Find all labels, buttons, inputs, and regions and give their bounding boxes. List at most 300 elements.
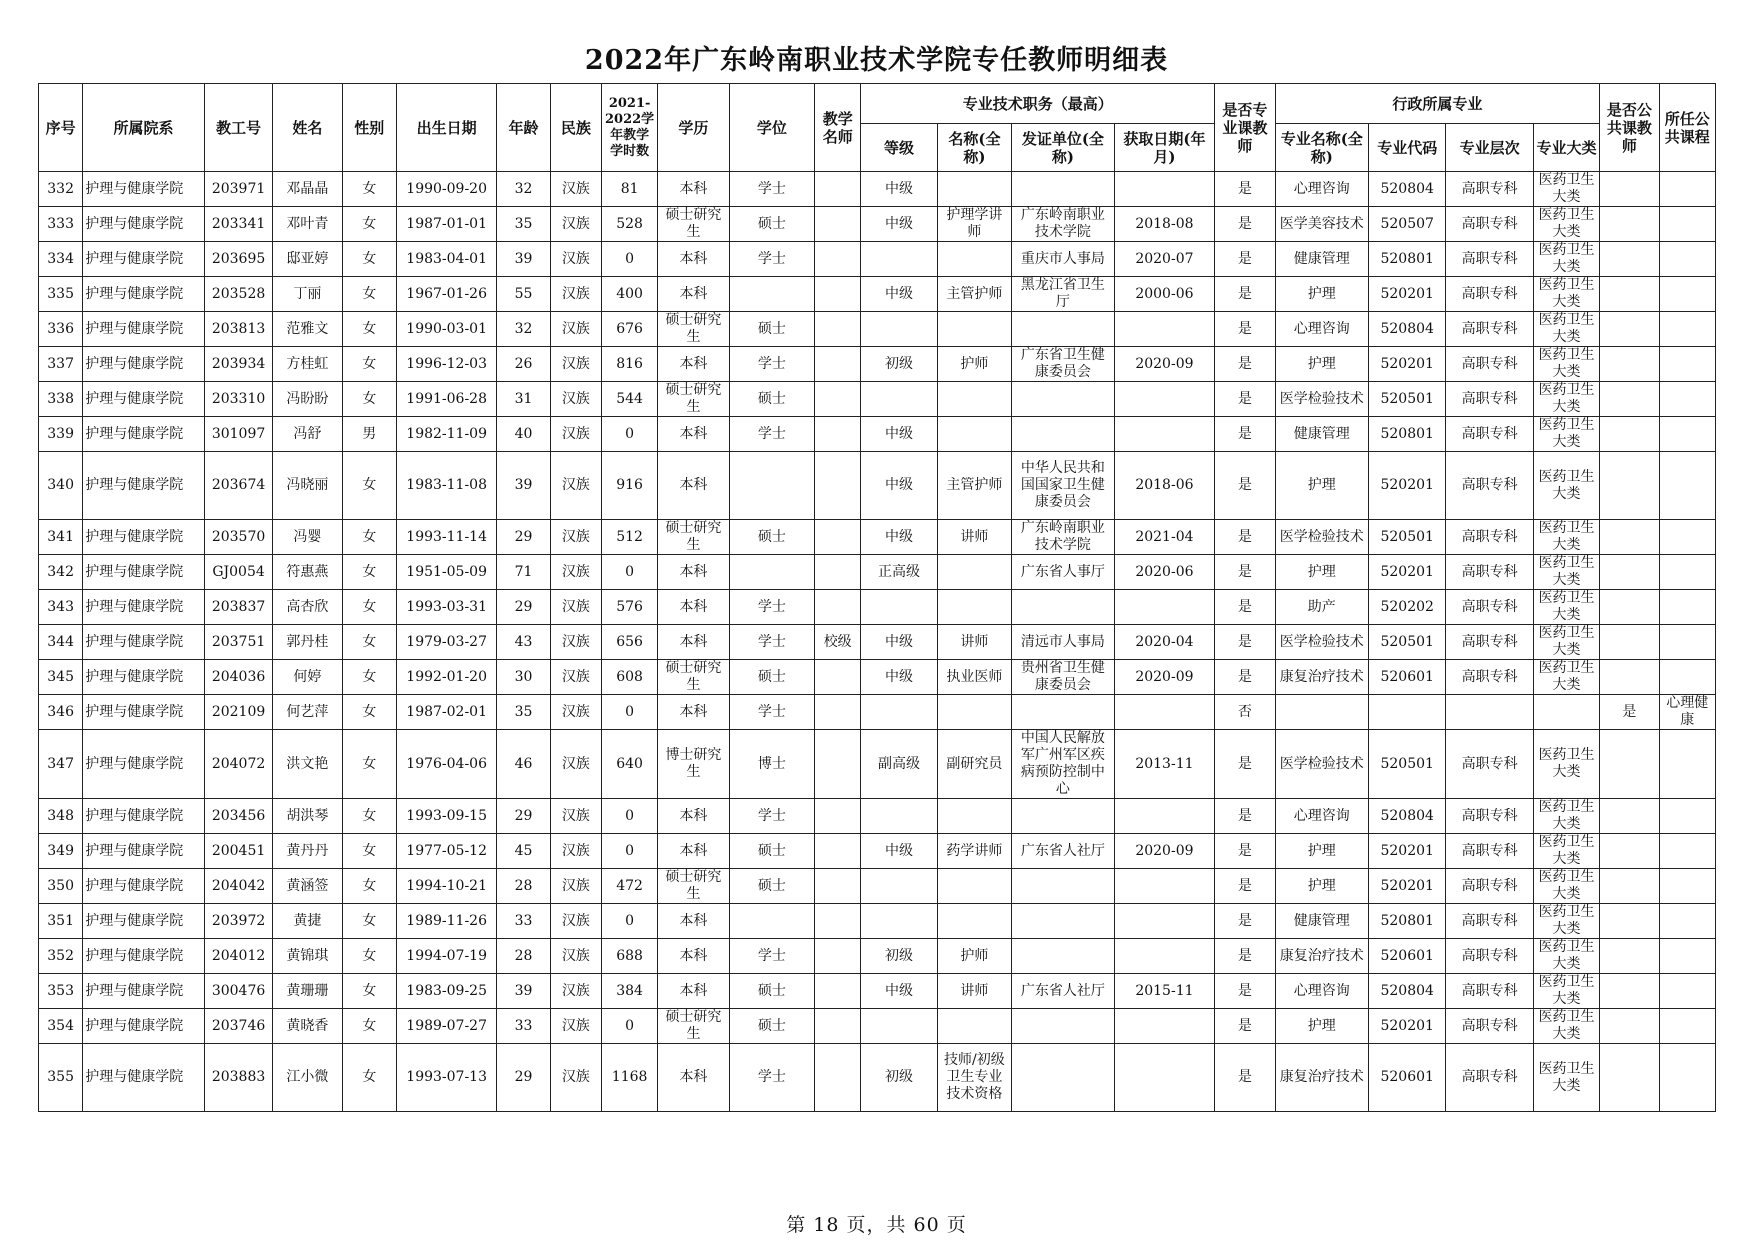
cell-seq-text: 337 bbox=[47, 355, 74, 372]
cell-dept-text: 护理与健康学院 bbox=[85, 528, 184, 545]
cell-birth-text: 1990-09-20 bbox=[406, 180, 487, 197]
cell-is-major-teacher-text: 是 bbox=[1237, 1069, 1252, 1085]
cell-title-level bbox=[861, 625, 937, 660]
cell-seq-text: 336 bbox=[47, 320, 74, 337]
cell-ethnicity bbox=[550, 347, 601, 382]
table-row bbox=[39, 417, 1716, 452]
cell-title-name-text: 讲师 bbox=[960, 528, 989, 545]
cell-is-public-teacher bbox=[1600, 695, 1659, 730]
cell-is-major-teacher-text: 是 bbox=[1237, 755, 1252, 772]
cell-staff-id-text: 204072 bbox=[211, 755, 266, 772]
cell-major-name bbox=[1275, 730, 1369, 799]
cell-ethnicity-text: 汉族 bbox=[561, 982, 590, 999]
cell-ethnicity-text: 汉族 bbox=[561, 947, 590, 964]
cell-dept bbox=[83, 417, 205, 452]
cell-major-category-text: 医药卫生大类 bbox=[1538, 520, 1595, 553]
cell-name bbox=[273, 939, 342, 974]
cell-gender-text: 女 bbox=[362, 285, 377, 302]
cell-age-text: 33 bbox=[514, 1017, 533, 1034]
cell-degree-text: 学士 bbox=[757, 250, 786, 267]
cell-obtain-date bbox=[1114, 452, 1215, 520]
cell-birth bbox=[396, 799, 497, 834]
cell-title-level bbox=[861, 660, 937, 695]
cell-is-public-teacher bbox=[1600, 382, 1659, 417]
cell-major-category bbox=[1533, 347, 1599, 382]
cell-name-text: 江小微 bbox=[286, 1069, 329, 1085]
cell-major-level bbox=[1446, 417, 1533, 452]
cell-major-code bbox=[1369, 660, 1446, 695]
table-row bbox=[39, 347, 1716, 382]
cell-education bbox=[658, 625, 729, 660]
cell-degree-text: 硕士 bbox=[757, 877, 786, 894]
cell-major-name bbox=[1275, 869, 1369, 904]
cell-obtain-date bbox=[1114, 1044, 1215, 1112]
cell-education-text: 硕士研究生 bbox=[665, 382, 722, 415]
cell-famous-teacher bbox=[815, 590, 861, 625]
cell-major-code bbox=[1369, 869, 1446, 904]
cell-major-name bbox=[1275, 207, 1369, 242]
cell-major-code bbox=[1369, 799, 1446, 834]
cell-education bbox=[658, 660, 729, 695]
cell-gender bbox=[342, 207, 396, 242]
cell-education-text: 硕士研究生 bbox=[665, 869, 722, 902]
cell-staff-id-text: 203971 bbox=[211, 180, 266, 197]
cell-staff-id-text: 203972 bbox=[211, 912, 266, 929]
cell-issuer bbox=[1012, 660, 1115, 695]
cell-staff-id-text: 204012 bbox=[211, 947, 266, 964]
cell-hours bbox=[601, 555, 657, 590]
cell-gender bbox=[342, 834, 396, 869]
cell-ethnicity bbox=[550, 207, 601, 242]
cell-major-code-text: 520507 bbox=[1380, 215, 1434, 232]
cell-education bbox=[658, 904, 729, 939]
cell-dept-text: 护理与健康学院 bbox=[85, 250, 184, 267]
cell-ethnicity-text: 汉族 bbox=[561, 877, 590, 894]
cell-title-level bbox=[861, 869, 937, 904]
table-row bbox=[39, 695, 1716, 730]
cell-hours bbox=[601, 277, 657, 312]
cell-degree-text: 硕士 bbox=[757, 390, 786, 407]
page-footer: 第 18 页，共 60 页 bbox=[786, 1214, 967, 1236]
cell-hours bbox=[601, 904, 657, 939]
cell-major-category bbox=[1533, 555, 1599, 590]
cell-hours bbox=[601, 590, 657, 625]
cell-public-course bbox=[1659, 939, 1715, 974]
cell-hours-text: 528 bbox=[616, 215, 643, 232]
cell-issuer bbox=[1012, 452, 1115, 520]
cell-is-major-teacher bbox=[1215, 1009, 1275, 1044]
cell-major-code bbox=[1369, 555, 1446, 590]
cell-name-text: 何艺萍 bbox=[286, 703, 329, 720]
cell-degree-text: 学士 bbox=[757, 1069, 786, 1085]
cell-major-code-text: 520201 bbox=[1380, 842, 1434, 859]
cell-gender-text: 女 bbox=[362, 320, 377, 337]
cell-education-text: 本科 bbox=[679, 633, 708, 650]
cell-issuer bbox=[1012, 939, 1115, 974]
cell-famous-teacher-text: 校级 bbox=[823, 633, 852, 650]
cell-major-category bbox=[1533, 382, 1599, 417]
cell-education bbox=[658, 555, 729, 590]
cell-seq-text: 342 bbox=[47, 563, 74, 580]
cell-famous-teacher bbox=[815, 799, 861, 834]
cell-title-name bbox=[937, 974, 1011, 1009]
cell-age bbox=[497, 520, 550, 555]
cell-seq-text: 347 bbox=[47, 755, 74, 772]
cell-obtain-date-text: 2020-09 bbox=[1135, 842, 1194, 859]
cell-is-public-teacher bbox=[1600, 974, 1659, 1009]
cell-major-level bbox=[1446, 695, 1533, 730]
cell-major-category bbox=[1533, 834, 1599, 869]
cell-name-text: 方桂虹 bbox=[286, 355, 329, 372]
cell-major-name-text: 护理 bbox=[1307, 1017, 1336, 1034]
cell-major-name bbox=[1275, 312, 1369, 347]
header-major-level: 专业层次 bbox=[1446, 124, 1533, 172]
table-row bbox=[39, 660, 1716, 695]
cell-name-text: 冯婴 bbox=[293, 528, 322, 545]
cell-dept bbox=[83, 207, 205, 242]
cell-major-name-text: 护理 bbox=[1307, 842, 1336, 859]
cell-age-text: 39 bbox=[514, 477, 533, 493]
cell-ethnicity-text: 汉族 bbox=[561, 563, 590, 580]
cell-obtain-date bbox=[1114, 242, 1215, 277]
cell-obtain-date-text: 2018-08 bbox=[1135, 215, 1194, 232]
cell-birth-text: 1982-11-09 bbox=[406, 425, 487, 442]
cell-gender bbox=[342, 730, 396, 799]
header-education: 学历 bbox=[658, 84, 729, 172]
cell-dept bbox=[83, 590, 205, 625]
cell-staff-id bbox=[204, 1044, 272, 1112]
cell-title-level-text: 中级 bbox=[885, 633, 914, 650]
cell-public-course bbox=[1659, 1044, 1715, 1112]
cell-major-level-text: 高职专科 bbox=[1461, 807, 1518, 824]
cell-degree bbox=[729, 1044, 814, 1112]
cell-major-category bbox=[1533, 312, 1599, 347]
cell-is-public-teacher bbox=[1600, 799, 1659, 834]
cell-famous-teacher bbox=[815, 834, 861, 869]
cell-birth bbox=[396, 974, 497, 1009]
cell-major-name bbox=[1275, 590, 1369, 625]
cell-major-level-text: 高职专科 bbox=[1461, 598, 1518, 615]
cell-hours-text: 656 bbox=[616, 633, 643, 650]
cell-major-level bbox=[1446, 242, 1533, 277]
cell-title-name bbox=[937, 277, 1011, 312]
cell-major-code-text: 520801 bbox=[1380, 425, 1434, 442]
cell-is-public-teacher bbox=[1600, 834, 1659, 869]
cell-seq-text: 333 bbox=[47, 215, 74, 232]
cell-obtain-date bbox=[1114, 1009, 1215, 1044]
cell-major-code-text: 520202 bbox=[1380, 598, 1434, 615]
cell-issuer bbox=[1012, 730, 1115, 799]
cell-title-level-text: 中级 bbox=[885, 528, 914, 545]
cell-age-text: 29 bbox=[514, 598, 533, 615]
cell-birth bbox=[396, 277, 497, 312]
cell-title-level bbox=[861, 452, 937, 520]
cell-hours-text: 0 bbox=[625, 912, 635, 929]
cell-hours bbox=[601, 417, 657, 452]
cell-seq bbox=[39, 207, 83, 242]
cell-obtain-date bbox=[1114, 904, 1215, 939]
table-row bbox=[39, 1044, 1716, 1112]
cell-major-category bbox=[1533, 452, 1599, 520]
cell-name-text: 郭丹桂 bbox=[286, 633, 329, 650]
cell-issuer-text: 黑龙江省卫生厅 bbox=[1020, 277, 1105, 310]
cell-major-code-text: 520201 bbox=[1380, 563, 1434, 580]
cell-is-public-teacher bbox=[1600, 1009, 1659, 1044]
cell-major-category-text: 医药卫生大类 bbox=[1538, 799, 1595, 832]
cell-major-level bbox=[1446, 625, 1533, 660]
cell-seq bbox=[39, 1044, 83, 1112]
cell-title-level-text: 中级 bbox=[885, 842, 914, 859]
cell-major-category bbox=[1533, 695, 1599, 730]
cell-major-name bbox=[1275, 904, 1369, 939]
cell-staff-id-text: 203570 bbox=[211, 528, 266, 545]
cell-is-major-teacher-text: 是 bbox=[1237, 877, 1252, 894]
cell-name bbox=[273, 625, 342, 660]
cell-major-category bbox=[1533, 625, 1599, 660]
cell-ethnicity-text: 汉族 bbox=[561, 842, 590, 859]
cell-obtain-date-text: 2018-06 bbox=[1135, 477, 1194, 493]
cell-birth-text: 1967-01-26 bbox=[406, 285, 487, 302]
cell-major-name-text: 护理 bbox=[1307, 355, 1336, 372]
cell-ethnicity-text: 汉族 bbox=[561, 477, 590, 493]
cell-name bbox=[273, 382, 342, 417]
cell-education bbox=[658, 1009, 729, 1044]
table-row bbox=[39, 555, 1716, 590]
cell-seq bbox=[39, 277, 83, 312]
cell-major-code bbox=[1369, 172, 1446, 207]
cell-gender bbox=[342, 939, 396, 974]
header-degree: 学位 bbox=[729, 84, 814, 172]
header-hours: 2021-2022学年教学学时数 bbox=[601, 84, 657, 172]
cell-staff-id-text: 203695 bbox=[211, 250, 266, 267]
cell-obtain-date bbox=[1114, 312, 1215, 347]
table-row bbox=[39, 590, 1716, 625]
cell-dept bbox=[83, 242, 205, 277]
cell-degree-text: 学士 bbox=[757, 807, 786, 824]
cell-is-major-teacher-text: 是 bbox=[1237, 807, 1252, 824]
cell-age-text: 29 bbox=[514, 807, 533, 824]
cell-degree bbox=[729, 347, 814, 382]
cell-gender bbox=[342, 1009, 396, 1044]
cell-dept bbox=[83, 347, 205, 382]
cell-staff-id-text: 203746 bbox=[211, 1017, 266, 1034]
cell-gender-text: 女 bbox=[362, 668, 377, 685]
cell-major-name bbox=[1275, 1044, 1369, 1112]
header-dept: 所属院系 bbox=[83, 84, 205, 172]
cell-major-level-text: 高职专科 bbox=[1461, 1069, 1518, 1085]
cell-dept bbox=[83, 382, 205, 417]
cell-staff-id-text: 301097 bbox=[211, 425, 266, 442]
cell-staff-id bbox=[204, 347, 272, 382]
cell-public-course bbox=[1659, 277, 1715, 312]
cell-major-name bbox=[1275, 695, 1369, 730]
cell-is-major-teacher bbox=[1215, 555, 1275, 590]
cell-birth-text: 1983-04-01 bbox=[406, 250, 487, 267]
cell-major-level bbox=[1446, 939, 1533, 974]
cell-age bbox=[497, 904, 550, 939]
cell-seq bbox=[39, 869, 83, 904]
cell-major-code-text: 520601 bbox=[1380, 1069, 1434, 1085]
cell-birth bbox=[396, 625, 497, 660]
cell-ethnicity bbox=[550, 1009, 601, 1044]
cell-degree bbox=[729, 695, 814, 730]
cell-major-code bbox=[1369, 242, 1446, 277]
cell-ethnicity bbox=[550, 799, 601, 834]
cell-major-category bbox=[1533, 520, 1599, 555]
cell-major-code-text: 520801 bbox=[1380, 912, 1434, 929]
cell-ethnicity bbox=[550, 242, 601, 277]
cell-ethnicity bbox=[550, 1044, 601, 1112]
cell-obtain-date bbox=[1114, 660, 1215, 695]
cell-issuer bbox=[1012, 974, 1115, 1009]
cell-name bbox=[273, 277, 342, 312]
cell-education-text: 本科 bbox=[679, 563, 708, 580]
cell-gender-text: 女 bbox=[362, 180, 377, 197]
cell-ethnicity bbox=[550, 555, 601, 590]
cell-age bbox=[497, 347, 550, 382]
cell-gender bbox=[342, 382, 396, 417]
cell-major-level bbox=[1446, 452, 1533, 520]
cell-gender-text: 女 bbox=[362, 947, 377, 964]
cell-major-category bbox=[1533, 277, 1599, 312]
cell-gender-text: 女 bbox=[362, 807, 377, 824]
cell-is-major-teacher-text: 是 bbox=[1237, 285, 1252, 302]
cell-title-level-text: 正高级 bbox=[878, 563, 921, 580]
cell-major-code bbox=[1369, 974, 1446, 1009]
cell-name-text: 邓晶晶 bbox=[286, 180, 329, 197]
cell-education-text: 本科 bbox=[679, 703, 708, 720]
cell-title-name bbox=[937, 660, 1011, 695]
cell-education bbox=[658, 695, 729, 730]
cell-age-text: 31 bbox=[514, 390, 533, 407]
cell-famous-teacher bbox=[815, 520, 861, 555]
cell-dept-text: 护理与健康学院 bbox=[85, 1069, 184, 1085]
cell-is-public-teacher bbox=[1600, 904, 1659, 939]
cell-ethnicity-text: 汉族 bbox=[561, 528, 590, 545]
cell-public-course bbox=[1659, 555, 1715, 590]
cell-education bbox=[658, 869, 729, 904]
cell-title-level-text: 中级 bbox=[885, 215, 914, 232]
cell-seq-text: 350 bbox=[47, 877, 74, 894]
cell-ethnicity-text: 汉族 bbox=[561, 598, 590, 615]
cell-hours bbox=[601, 312, 657, 347]
cell-education bbox=[658, 1044, 729, 1112]
cell-staff-id bbox=[204, 939, 272, 974]
cell-name bbox=[273, 347, 342, 382]
cell-seq bbox=[39, 939, 83, 974]
cell-birth bbox=[396, 520, 497, 555]
cell-major-level-text: 高职专科 bbox=[1461, 477, 1518, 493]
cell-seq bbox=[39, 172, 83, 207]
cell-major-name bbox=[1275, 555, 1369, 590]
cell-hours bbox=[601, 799, 657, 834]
cell-name bbox=[273, 452, 342, 520]
cell-age bbox=[497, 1009, 550, 1044]
cell-gender-text: 女 bbox=[362, 703, 377, 720]
cell-age bbox=[497, 382, 550, 417]
cell-obtain-date-text: 2020-09 bbox=[1135, 355, 1194, 372]
cell-hours-text: 0 bbox=[625, 1017, 635, 1034]
cell-major-name-text: 护理 bbox=[1307, 563, 1336, 580]
cell-seq bbox=[39, 730, 83, 799]
cell-major-level bbox=[1446, 555, 1533, 590]
cell-is-major-teacher bbox=[1215, 277, 1275, 312]
cell-title-name bbox=[937, 904, 1011, 939]
cell-name bbox=[273, 312, 342, 347]
cell-major-code-text: 520501 bbox=[1380, 755, 1434, 772]
cell-major-code bbox=[1369, 590, 1446, 625]
cell-major-category bbox=[1533, 904, 1599, 939]
cell-gender bbox=[342, 277, 396, 312]
cell-age-text: 28 bbox=[514, 947, 533, 964]
cell-staff-id-text: 203310 bbox=[211, 390, 266, 407]
cell-birth-text: 1993-09-15 bbox=[406, 807, 487, 824]
cell-gender-text: 女 bbox=[362, 1017, 377, 1034]
cell-birth-text: 1993-07-13 bbox=[406, 1069, 487, 1085]
cell-major-category bbox=[1533, 172, 1599, 207]
cell-hours bbox=[601, 172, 657, 207]
cell-degree bbox=[729, 417, 814, 452]
cell-ethnicity bbox=[550, 834, 601, 869]
cell-major-category-text: 医药卫生大类 bbox=[1538, 347, 1595, 380]
cell-title-level bbox=[861, 939, 937, 974]
cell-birth-text: 1992-01-20 bbox=[406, 668, 487, 685]
cell-hours-text: 512 bbox=[616, 528, 643, 545]
cell-education bbox=[658, 312, 729, 347]
cell-title-name bbox=[937, 590, 1011, 625]
cell-major-name bbox=[1275, 834, 1369, 869]
cell-is-major-teacher bbox=[1215, 590, 1275, 625]
cell-is-public-teacher bbox=[1600, 555, 1659, 590]
cell-degree bbox=[729, 555, 814, 590]
table-row bbox=[39, 242, 1716, 277]
cell-major-level-text: 高职专科 bbox=[1461, 355, 1518, 372]
cell-famous-teacher bbox=[815, 555, 861, 590]
cell-is-major-teacher-text: 是 bbox=[1237, 180, 1252, 197]
cell-age-text: 43 bbox=[514, 633, 533, 650]
cell-seq-text: 346 bbox=[47, 703, 74, 720]
cell-hours-text: 0 bbox=[625, 703, 635, 720]
cell-title-level bbox=[861, 555, 937, 590]
cell-education bbox=[658, 207, 729, 242]
cell-major-code bbox=[1369, 312, 1446, 347]
cell-title-name bbox=[937, 172, 1011, 207]
cell-obtain-date-text: 2000-06 bbox=[1135, 285, 1194, 302]
cell-education-text: 本科 bbox=[679, 807, 708, 824]
cell-title-level-text: 初级 bbox=[885, 1069, 914, 1085]
cell-is-public-teacher bbox=[1600, 869, 1659, 904]
cell-major-category-text: 医药卫生大类 bbox=[1538, 207, 1595, 240]
cell-ethnicity bbox=[550, 904, 601, 939]
cell-major-category-text: 医药卫生大类 bbox=[1538, 1060, 1595, 1094]
cell-age-text: 29 bbox=[514, 1069, 533, 1085]
cell-obtain-date bbox=[1114, 347, 1215, 382]
cell-degree bbox=[729, 242, 814, 277]
cell-ethnicity-text: 汉族 bbox=[561, 1017, 590, 1034]
cell-birth bbox=[396, 242, 497, 277]
cell-major-code-text: 520804 bbox=[1380, 982, 1434, 999]
table-row bbox=[39, 834, 1716, 869]
cell-major-code-text: 520201 bbox=[1380, 877, 1434, 894]
cell-public-course bbox=[1659, 695, 1715, 730]
cell-name bbox=[273, 242, 342, 277]
cell-degree-text: 学士 bbox=[757, 598, 786, 615]
cell-staff-id-text: 203528 bbox=[211, 285, 266, 302]
cell-hours-text: 816 bbox=[616, 355, 643, 372]
cell-name-text: 范雅文 bbox=[286, 320, 329, 337]
cell-name bbox=[273, 695, 342, 730]
cell-major-code-text: 520801 bbox=[1380, 250, 1434, 267]
